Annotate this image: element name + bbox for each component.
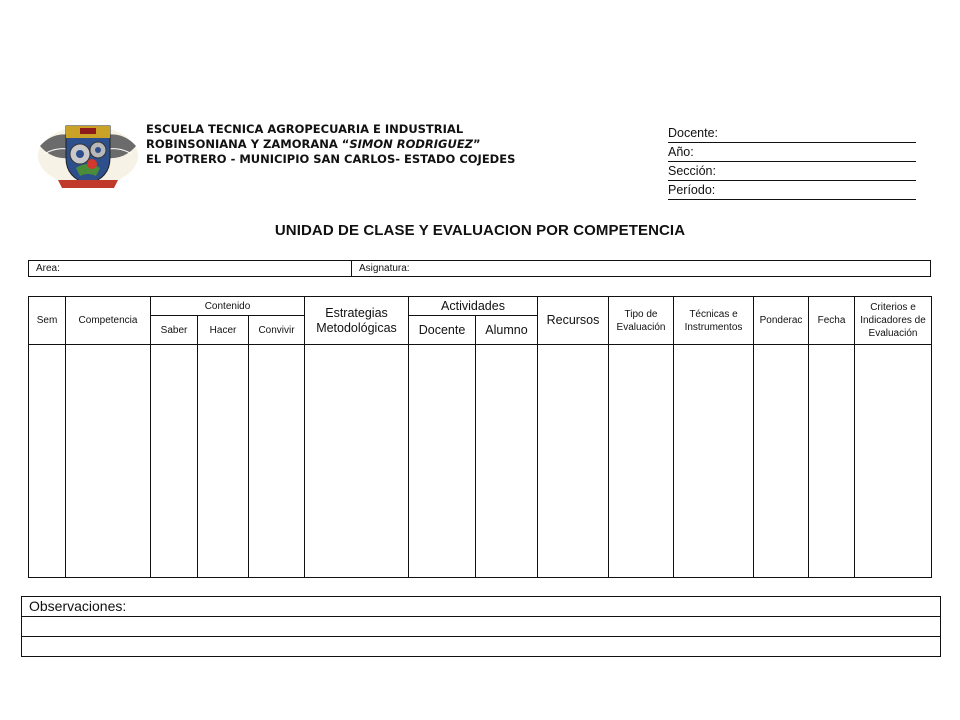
header-fecha: Fecha	[817, 315, 846, 326]
seccion-field[interactable]: Sección:	[668, 162, 916, 181]
header-tecnicas: Técnicas e Instrumentos	[684, 308, 743, 333]
school-logo	[36, 116, 140, 190]
school-location: EL POTRERO - MUNICIPIO SAN CARLOS- ESTADO COJEDES	[146, 152, 516, 166]
school-name-line1: ESCUELA TECNICA AGROPECUARIA E INDUSTRIAL	[146, 122, 464, 136]
observaciones-label: Observaciones:	[29, 598, 127, 614]
area-asignatura-row	[28, 260, 931, 277]
school-header	[146, 122, 515, 167]
area-field[interactable]: Area:	[36, 263, 60, 274]
col-line	[197, 315, 198, 577]
header-ponderac: Ponderac	[759, 315, 803, 326]
observaciones-line	[22, 636, 940, 637]
header-separator	[29, 344, 931, 345]
col-line	[248, 315, 249, 577]
periodo-field[interactable]: Período:	[668, 181, 916, 200]
col-line	[475, 315, 476, 577]
header-alumno: Alumno	[485, 322, 528, 337]
document-title: UNIDAD DE CLASE Y EVALUACION POR COMPETENCIA	[274, 222, 686, 239]
header-convivir: Convivir	[258, 324, 295, 336]
header-recursos: Recursos	[546, 313, 600, 327]
asignatura-field[interactable]: Asignatura:	[359, 263, 410, 274]
header-tipo-evaluacion: Tipo de Evaluación	[616, 308, 666, 333]
header-saber: Saber	[160, 324, 188, 336]
header-sem: Sem	[36, 315, 58, 326]
header-estrategias: Estrategias Metodológicas	[316, 305, 397, 335]
header-hacer: Hacer	[209, 324, 237, 336]
anio-field[interactable]: Año:	[668, 143, 916, 162]
school-name-line2: ROBINSONIANA Y ZAMORANA “SIMON RODRIGUEZ”	[146, 137, 481, 151]
header-competencia: Competencia	[78, 315, 138, 326]
competency-table	[28, 296, 932, 578]
header-actividades: Actividades	[441, 298, 505, 313]
observaciones-line	[22, 616, 940, 617]
observaciones-box[interactable]	[21, 596, 941, 657]
docente-field[interactable]: Docente:	[668, 124, 916, 143]
header-criterios: Criterios e Indicadores de Evaluación	[860, 302, 926, 339]
header-docente: Docente	[418, 322, 466, 337]
header-contenido: Contenido	[204, 300, 251, 312]
